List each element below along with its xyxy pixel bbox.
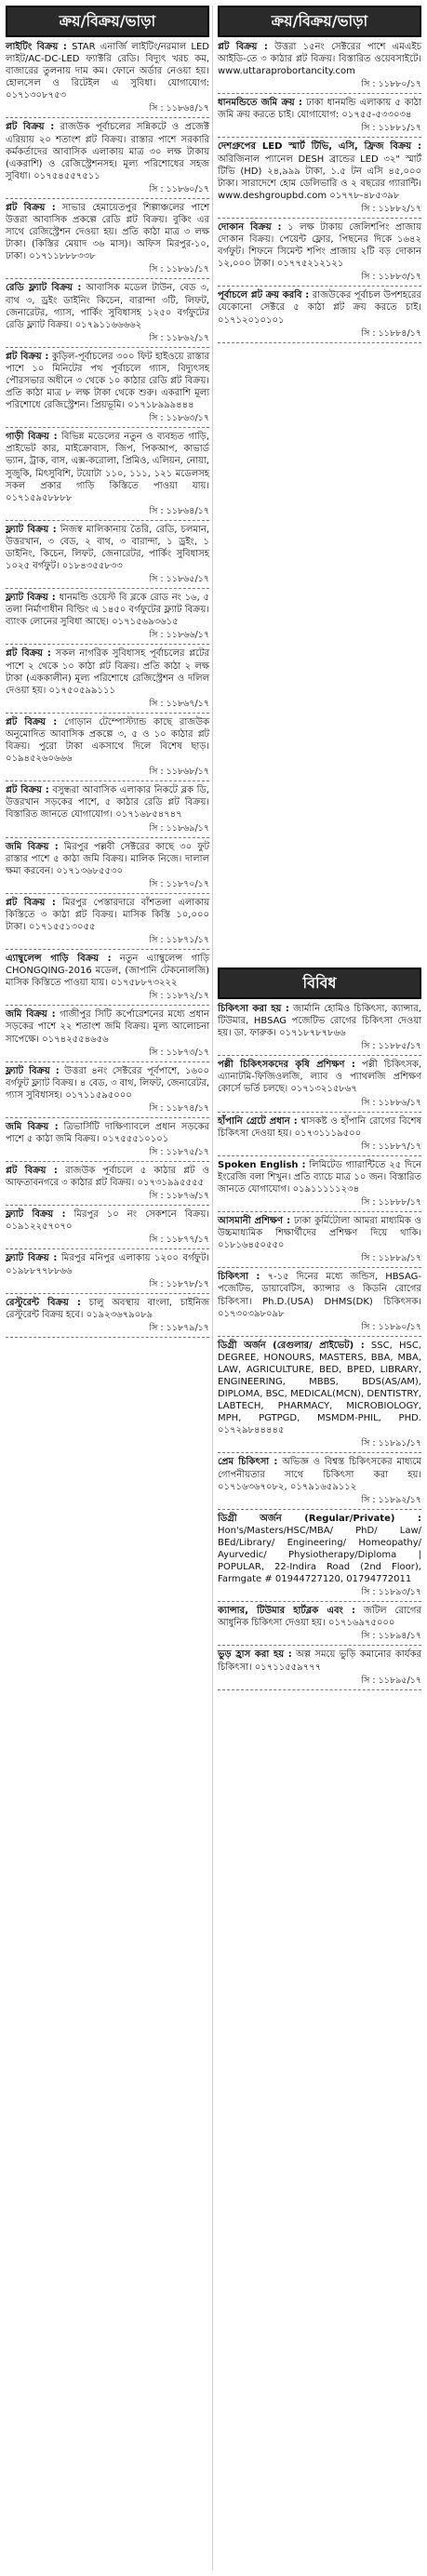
ad-title: প্লট বিক্রয় : — [6, 1166, 58, 1177]
ad-item — [6, 351, 209, 428]
ad-item — [6, 1121, 209, 1162]
ad-title: প্লট বিক্রয় : — [6, 716, 58, 727]
ad-system-code: সি : ১১৮৯১/১৭ — [361, 1438, 421, 1449]
ad-item — [6, 1165, 209, 1206]
ad-text — [218, 1513, 421, 1586]
ad-body: পল্লী চিকিৎসক, এ্যানাটমি-ফিজিওলজি, ল্যাব ও প্যাথলজি প্রশিক্ষণ কোর্সে ভর্তি চলছে। ০১৭১৩২১৫৮৬৭ — [218, 1060, 421, 1095]
ad-item — [218, 1059, 421, 1112]
ad-system-code: সি : ১১৮৮৪/১৭ — [361, 327, 421, 339]
ad-body: রাজউকের পূর্বাচল উপশহরের যেকোনো সেক্টরে ৫ কাঠা প্লট ক্রয় করতে চাই। ০১৭১২০১০১০১ — [218, 290, 421, 326]
ad-title: পল্লী চিকিৎসকদের কৃষি প্রশিক্ষণ : — [218, 1060, 355, 1071]
ad-divider — [218, 1055, 421, 1056]
ad-item — [6, 1252, 209, 1293]
ad-text — [6, 841, 209, 877]
ad-divider — [218, 1509, 421, 1510]
ad-title: হাঁপানি গ্রেটে প্রধান : — [218, 1115, 298, 1127]
ad-divider — [6, 1161, 209, 1162]
ad-item — [218, 1605, 421, 1646]
ad-title: প্লট বিক্রয় : — [6, 202, 56, 213]
ad-divider — [218, 218, 421, 219]
ad-system-code: সি : ১১৮৭৯/১৭ — [149, 1322, 209, 1333]
left-column — [6, 6, 209, 1341]
ad-system-code: সি : ১১৮৮২/১৭ — [361, 203, 421, 214]
ad-item — [218, 1648, 421, 1689]
ad-item — [6, 282, 209, 347]
misc-section — [218, 968, 421, 1693]
ad-body: STAR এনার্জি লাইটিং/নরমাল LED লাইট/AC-DC-LED ফ্যাক্টরি রেডি। বিদ্যুৎ খরচ কম, বাজারের তুলনায় দাম কম। ফোনে অর্ডার নেওয়া হয়। হোলসেল ও রিটেইল এ সুবিধা। যোগাযোগ: ০১৭১৩০৮৭৫৩ — [6, 42, 209, 101]
ad-body: মিরপুর পেস্তারদারে বাঁশতলা এলাকায় কিস্তিতে ৩ কাঠা প্লট বিক্রয়। মাসিক কিস্তি ১০,০০০ টাকা। ০১৭১৫৫১৩০৫৫ — [6, 897, 209, 932]
ad-body: জার্মানি হোমিও চিকিৎসা, ক্যান্সার, টিউমার, HBSAG পজেটিভ রোগের চিকিৎসা দেওয়া হয়। ডা. ফারুক। ০১৭১৮৭৮৭৮৬৬ — [218, 1004, 421, 1039]
ad-text — [6, 1008, 209, 1045]
ad-text — [218, 97, 421, 121]
ad-divider — [6, 520, 209, 521]
ad-divider — [218, 1689, 421, 1690]
ad-item — [218, 140, 421, 218]
ad-divider — [218, 1211, 421, 1212]
ad-body: SSC, HSC, DEGREE, HONOURS, MASTERS, BBA, MBA, LAW, AGRICULTURE, BED, BPED, LIBRARY, ENGINEERING, MBBS, BDS(AS/AM), DIPLOMA, BSC, MEDICAL(MCN), DENTISTRY, LABTECH, PHARMACY, MICROBIOLOGY, MPH, PGTPGD, MSMDM-PHIL, PHD. ০১৭২৯৮৪৪৪৪৫ — [218, 1340, 421, 1436]
ad-body: কুড়িল-পূর্বাচলের ৩০০ ফিট হাইওয়ে রাস্তার পাশে ১০ মিনিটের পথ পূর্বাচলে গ্যাস, বিদ্যুৎসহ পৌরসভার অধীনে ৩ থেকে ১০ কাঠার রেডি প্লট বিক্রয়। প্রতি কাঠা মাত্র ৮ লক্ষ টাকা থেকে শুরু। একরাশি মূল্য পরিশোধে রেজিস্ট্রেশন। প্রিয়ভূমি। ০১৭১৮৯৯৯৪৪৪ — [6, 351, 209, 411]
ad-system-code: সি : ১১৮৬৫/১৭ — [149, 574, 209, 585]
ad-text — [218, 1059, 421, 1095]
ad-title: ফ্ল্যাট বিক্রয় : — [6, 1253, 58, 1264]
ad-body: অভিজ্ঞ ও বিশ্বস্ত চিকিৎসকের মাধ্যমে গোপনীয়তার সাথে চিকিৎসা করা হয়। ০১৭১৬৩৬৭০৮২, ০১৭৯১৬৫৯১১২ — [218, 1457, 421, 1492]
ad-body: ঢাকা কুর্মিটোলা আমরা মাধ্যমিক ও উচ্চমাধ্যমিক শিক্ষার্থীদের প্রশিক্ষণ দিয়ে থাকি। ০১৮১৬৪৫০৫৫০ — [218, 1216, 421, 1251]
ad-divider — [6, 1248, 209, 1249]
ad-divider — [218, 1112, 421, 1113]
ad-system-code: সি : ১১৮৯২/১৭ — [361, 1494, 421, 1505]
ad-text — [6, 202, 209, 262]
ad-body: চালু অবস্থায় বাংলা, চাইনিজ রেস্টুরেন্ট বিক্রয় হবে। ০১৯২৩৬৭৯০৮৯ — [6, 1297, 209, 1320]
ad-title: দোকান বিক্রয় : — [218, 221, 282, 233]
ad-item — [6, 202, 209, 279]
ad-divider — [218, 1645, 421, 1646]
ad-body: জটিল রোগের আধুনিক চিকিৎসা দেওয়া হয়। ০১৭১৬৯৭৫০০০ — [218, 1606, 421, 1629]
ad-body: অল্প সময়ে ভুড়ি কমানোর কার্যকর চিকিৎসা। ০১৭১১৫৫৯৭৭৭ — [218, 1649, 421, 1673]
right-column — [218, 6, 421, 346]
ad-text — [218, 1003, 421, 1039]
ad-title: প্লট বিক্রয় : — [6, 897, 56, 908]
ad-text — [218, 1605, 421, 1629]
ad-divider — [6, 427, 209, 428]
ad-body: বসুন্ধরা আবাসিক এলাকার নিকটে ব্লক ডি, উত্তরখান সড়কের পাশে, ৫ কাঠার রেডি প্লট বিক্রয়। বিস্তারিত জানতে যোগাযোগ। ০১৭১৬৮৫৪৭৪৭ — [6, 785, 209, 821]
ad-body: ঢাকা ধানমন্ডি এলাকায় ৫ কাঠা জমি ক্রয় করতে চাই। যোগাযোগ: ০১৭৫৫-৫৩৩০৩৪ — [218, 98, 421, 121]
ad-item — [218, 221, 421, 287]
ad-divider — [6, 1117, 209, 1118]
ad-body: বিভিন্ন মডেলের নতুন ও ব্যবহৃত গাড়ি, প্রাইভেট কার, মাইক্রোবাস, জিপ, পিকআপ, কাভার্ড ভ্যান, ট্রাক, বাস, এক্স-করোলা, প্রিমিও, এলিয়ন, নোয়া, সুজুকি, মিৎসুবিশি, টয়োটা ১১০, ১১১, ১২১ মডেলসহ সকল প্রকার গাড়ি কিস্তিতে পাওয়া যায়। ০১৭১৫৯৫৮৮৮৮ — [6, 432, 209, 503]
ad-title: প্রেম চিকিৎসা : — [218, 1457, 278, 1468]
ad-system-code: সি : ১১৮৭৫/১৭ — [149, 1147, 209, 1158]
ad-item — [218, 1271, 421, 1336]
ad-text — [6, 1165, 209, 1189]
ad-title: প্লট বিক্রয় : — [6, 785, 49, 796]
ad-item — [6, 41, 209, 118]
ad-item — [6, 592, 209, 645]
ad-item — [6, 1208, 209, 1249]
ad-system-code: সি : ১১৮৬৩/১৭ — [149, 413, 209, 424]
ad-system-code: সি : ১১৮৬৯/১৭ — [149, 822, 209, 834]
ad-body: উত্তরা ৪নং সেক্টরের পূর্বপাশে, ১৬০০ বর্গফুট ফ্ল্যাট বিক্রয়। ৪ বেড, ৩ বাথ, লিফট, জেনারেটর, গ্যাস সুবিধাসহ। ০১৭১১৫৯৫০০০ — [6, 1065, 209, 1101]
ad-body: শ্বাসকষ্ট ও হাঁপানি রোগের বিশেষ চিকিৎসা দেওয়া হয়। ০১৭৩১১১৯৫০০ — [218, 1115, 421, 1139]
ad-title: প্লট বিক্রয় : — [218, 42, 268, 52]
ad-title: প্লট বিক্রয় : — [6, 648, 51, 660]
ad-item — [218, 1456, 421, 1509]
ad-title: জমি বিক্রয় : — [6, 1121, 59, 1132]
ad-system-code: সি : ১১৮৭০/১৭ — [149, 878, 209, 889]
section-header-buy-sell-rent: ক্রয়/বিক্রয়/ভাড়া — [6, 6, 209, 37]
ad-divider — [6, 117, 209, 118]
ad-divider — [218, 93, 421, 94]
ad-divider — [6, 1061, 209, 1062]
ad-text — [218, 221, 421, 270]
ad-item — [6, 647, 209, 713]
ad-title: দেশগ্রুপের LED স্মার্ট টিভি, এসি, ফ্রিজ বিক্রয় : — [218, 141, 421, 153]
ad-body: মিরপুর ১০ নং সেকশনে বিক্রয়। ০১৯১২২৫৭০৭০ — [6, 1209, 209, 1233]
ad-system-code: সি : ১১৮৬৭/১৭ — [149, 698, 209, 709]
ad-divider — [218, 1601, 421, 1602]
ad-divider — [218, 1336, 421, 1337]
ad-item — [6, 784, 209, 837]
ad-item — [6, 1297, 209, 1338]
ad-title: ফ্ল্যাট বিক্রয় : — [6, 1209, 66, 1221]
ad-text — [6, 1297, 209, 1321]
ad-divider — [6, 1293, 209, 1294]
ad-divider — [6, 837, 209, 838]
ad-body: মিরপুর পল্লবী সেক্টরের কাছে ৩০ ফুট রাস্তার পাশে ৫ কাঠা জমি বিক্রয়। মালিক নিজে। দালাল ক্ষমা করবেন। ০১৭১৩৬৮৫৫৩০ — [6, 841, 209, 876]
ad-body: সকল নাগরিক সুবিধাসহ পূর্বাচলের প্লটের পাশে ২ থেকে ১০ কাঠা প্লট বিক্রয়। প্রতি কাঠা ২ লক্ষ টাকা (এককালীন) মূল্য পরিশোধে রেজিস্ট্রেশন ও দলিল দেওয়া হয়। ০১৭৫০৫৯৯১১১ — [6, 648, 210, 696]
ad-title: ভুড় হ্রাস করা হয় : — [218, 1649, 292, 1661]
ad-item — [6, 431, 209, 521]
ad-item — [218, 1513, 421, 1603]
ad-title: পূর্বাচলে প্লট ক্রয় করবি : — [218, 290, 310, 301]
ad-body: আবাসিক মডেল টাউন, বেড ৩, বাথ ৩, ড্রইং ডাইনিং কিচেন, বারান্দা ৩টি, লিফট, জেনারেটর, গ্যাস, পার্কিং সুবিধাসহ ১২৫০ বর্গফুটের রেডি ফ্ল্যাট বিক্রয়। ০১৭৯১১৬৬৬৬২ — [6, 283, 209, 330]
ad-text — [6, 121, 209, 181]
ad-text — [218, 1159, 421, 1195]
ad-title: ফ্ল্যাট বিক্রয় : — [6, 1065, 60, 1076]
ad-text — [6, 282, 209, 330]
ad-divider — [6, 588, 209, 589]
ad-title: এ্যাম্বুলেন্স গাড়ি বিক্রয় : — [6, 954, 112, 965]
ad-item — [6, 953, 209, 1006]
ad-body: রাজউক পূর্বাচলে ৫ কাঠার প্লট ও আফতাবনগরে ৩ কাঠার প্লট বিক্রয়। ০১৭৩১৯৯৫৫৫৫ — [6, 1166, 210, 1189]
ad-text — [6, 647, 209, 696]
ad-item — [6, 524, 209, 589]
ad-body: নতুন এ্যাম্বুলেন্স গাড়ি CHONGQING-2016 মডেল, (জাপানি টেকনোলজি) মাসিক কিস্তিতে পাওয়া যায়। ০১৭৫৮৮৭৩২২২ — [6, 954, 209, 989]
ad-divider — [218, 342, 421, 343]
ad-body: লিমিটেড গ্যারান্টিতে ২৫ দিনে ইংরেজি বলা শিখুন। প্রতি ব্যাচে মাত্র ১০ জন। বিস্তারিত জানতে যোগাযোগ। ০১৯১১১১১২৩৪ — [218, 1159, 422, 1195]
ad-item — [218, 97, 421, 138]
ad-system-code: সি : ১১৮৮৭/১৭ — [361, 1141, 421, 1152]
ad-text — [218, 41, 421, 77]
ad-system-code: সি : ১১৮৯৩/১৭ — [361, 1587, 421, 1598]
ad-title: ধানমন্ডিতে জমি ক্রয় : — [218, 98, 303, 109]
ad-divider — [6, 1005, 209, 1006]
ad-system-code: সি : ১১৮৮০/১৭ — [361, 79, 421, 90]
ad-title: লাইটিং বিক্রয় : — [6, 42, 67, 52]
ad-list — [6, 37, 209, 1338]
ad-divider — [218, 1452, 421, 1453]
ad-item — [6, 897, 209, 950]
ad-item — [6, 121, 209, 198]
ad-text — [218, 1215, 421, 1251]
ad-text — [6, 1208, 209, 1233]
ad-item — [218, 1340, 421, 1454]
ad-body: সাভার হেমায়েতপুর শিল্পাঞ্চলের পাশে উত্তরা আবাসিক প্রকল্পে রেডি প্লট বিক্রয়। বুকিং এর সাথে রেজিস্ট্রেশন দেওয়া হয়। প্রতি কাঠা মাত্র ৩ লক্ষ টাকা। (কিস্তির মেয়াদ ৩৬ মাস)। অফিস মিরপুর-১০, ঢাকা। ০১৭১১৮৮৮৩৩৮ — [6, 202, 209, 262]
ad-system-code: সি : ১১৮৮৩/১৭ — [361, 272, 421, 283]
ad-body: ৭-১৫ দিনের মধ্যে জন্ডিস, HBSAG-পজেটিভ, ডায়াবেটিস, ক্যান্সার ও কিডনি রোগের চিকিৎসা। Ph.D.(USA) DHMS(DK) চিকিৎসক। ০১৭৩০৩৯৮০৯৮ — [218, 1272, 421, 1319]
ad-text — [6, 716, 209, 765]
ad-system-code: সি : ১১৮৬৮/১৭ — [149, 767, 209, 778]
ad-text — [6, 897, 209, 933]
ad-item — [218, 1215, 421, 1268]
ad-list — [218, 37, 421, 343]
misc-ad-list — [218, 999, 421, 1690]
ad-text — [6, 41, 209, 101]
ad-divider — [6, 1337, 209, 1338]
ad-title: Spoken English : — [218, 1159, 306, 1170]
ad-divider — [218, 1267, 421, 1268]
ad-body: ১ লক্ষ টাকায় জেলিশপিং প্রাজায় দোকান বিক্রয়। পেয়েন্ট ফ্লোর, পিছনের দিকে ১৬৪২ বর্গফুট। শিফনে সিমেন্ট শপিং প্রাজায় ২টি বড় দোকান ১২,০০০ টাকা। ০১৭৭৫২১২১২১ — [218, 221, 421, 270]
ad-text — [6, 524, 209, 572]
ad-system-code: সি : ১১৮৭৬/১৭ — [149, 1191, 209, 1202]
ad-body: গোড়ান টেম্পোস্ট্যান্ড কাছে রাজউক অনুমোদিত আবাসিক প্রকল্পে ৩, ৫ ও ১০ কাঠার প্লট বিক্রয়। পুরো টাকা একসাথে দিলে বিশেষ ছাড়। ০১৯৪৫২৬০৬৬৬ — [6, 716, 209, 765]
ad-system-code: সি : ১১৮৬৪/১৭ — [149, 505, 209, 516]
ad-system-code: সি : ১১৮৬৬/১৭ — [149, 630, 209, 641]
ad-body: ত্রিভার্সিটি দাক্ষিণ্যাবলে প্রধান সড়কের পাশে ৫ কাঠা জমি বিক্রয়। ০১৭৫৫৫১০১০১ — [6, 1121, 209, 1144]
ad-title: গাড়ী বিক্রয় : — [6, 432, 58, 443]
ad-system-code: সি : ১১৮৯৫/১৭ — [361, 1675, 421, 1686]
ad-system-code: সি : ১১৮৬১/১৭ — [149, 264, 209, 275]
ad-item — [218, 41, 421, 94]
ad-text — [6, 1065, 209, 1101]
ad-system-code: সি : ১১৮৭৪/১৭ — [149, 1102, 209, 1114]
ad-body: নিজস্ব মালিকানায় তৈরি, রেডি, চলমান, উত্তরখান, ৩ বেড, ২ বাথ, ৩ বারান্দা, ১ ড্রইং, ১ ডাইনিং, কিচেন, লিফট, জেনারেটর, পার্কিং সুবিধাসহ ১০২৫ বর্গফুট। ০১৮৪৩৫৫৮৩৩ — [6, 524, 209, 572]
ad-title: প্লট বিক্রয় : — [6, 122, 55, 133]
column-divider — [212, 6, 213, 2570]
ad-system-code: সি : ১১৮৭৮/১৭ — [149, 1278, 209, 1289]
ad-item — [6, 1065, 209, 1118]
ad-title: রেডি ফ্ল্যাট বিক্রয় : — [6, 283, 82, 294]
ad-text — [6, 784, 209, 821]
section-header-misc: বিবিধ — [218, 968, 421, 999]
ad-divider — [6, 713, 209, 714]
ad-divider — [6, 949, 209, 950]
ad-text — [218, 1648, 421, 1673]
ad-body: অরিজিনাল প্যানেল DESH ব্রান্ডের LED ৩২" স্মার্ট টিভি (HD) ২৪,৯৯৯ টাকা, ১.৫ টন এসি ৪৫,০০০ টাকা। সারাদেশে হোম ডেলিভারি ও ২ বছরের গ্যারান্টি। www.deshgroupbd.com ০১৭৭৮-৪৮৫৩৯৮ — [218, 153, 421, 201]
ad-system-code: সি : ১১৮৮১/১৭ — [361, 123, 421, 134]
ad-text — [218, 1271, 421, 1319]
ad-title: ফ্ল্যাট বিক্রয় : — [6, 593, 56, 604]
ad-item — [218, 1003, 421, 1056]
ad-system-code: সি : ১১৮৮৬/১৭ — [361, 1097, 421, 1108]
ad-title: চিকিৎসা : — [218, 1272, 260, 1283]
ad-title: জমি বিক্রয় : — [6, 841, 59, 852]
ad-item — [6, 1008, 209, 1061]
ad-title: জমি বিক্রয় : — [6, 1009, 56, 1021]
ad-text — [6, 953, 209, 989]
section-header-buy-sell-rent-right: ক্রয়/বিক্রয়/ভাড়া — [218, 6, 421, 37]
ad-divider — [218, 1155, 421, 1156]
ad-divider — [218, 137, 421, 138]
ad-divider — [6, 198, 209, 199]
ad-item — [6, 841, 209, 894]
ad-body: উত্তরা ১৫নং সেক্টরের পাশে এমএইচ আইডি-তে ৩ কাঠার প্লট বিক্রয়। বিস্তারিত ওয়েবসাইটে। www.uttaraprobortancity.com — [218, 42, 422, 77]
ad-text — [6, 592, 209, 628]
ad-system-code: সি : ১১৮৮৯/১৭ — [361, 1253, 421, 1264]
ad-text — [218, 140, 421, 201]
ad-system-code: সি : ১১৮৮৫/১৭ — [361, 1041, 421, 1052]
ad-body: গাজীপুর সিটি কর্পোরেশনের মধ্যে প্রধান সড়কের পাশে ২২ শতাংশ জমি বিক্রয়। মূল্য আলোচনা সাপেক্ষে। ০১৭৪২৫৫৪৬৫৬ — [6, 1009, 209, 1045]
ad-body: মিরপুর মনিপুর এলাকায় ১২০০ বর্গফুট। ০১৯৮৮৭৭৮৮৬৬ — [6, 1253, 209, 1276]
ad-text — [6, 1252, 209, 1276]
ad-title: ডিগ্রী অর্জন (Regular/Private) : — [218, 1513, 421, 1524]
ad-divider — [6, 347, 209, 348]
ad-text — [218, 1115, 421, 1140]
ad-system-code: সি : ১১৮৬২/১৭ — [149, 332, 209, 343]
ad-system-code: সি : ১১৮৭১/১৭ — [149, 935, 209, 946]
ad-title: প্লট বিক্রয় : — [6, 351, 49, 362]
ad-item — [218, 1115, 421, 1156]
ad-system-code: সি : ১১৮৬৪/১৭ — [149, 103, 209, 114]
ad-divider — [6, 644, 209, 645]
ad-divider — [6, 1205, 209, 1206]
ad-text — [218, 1456, 421, 1492]
ad-system-code: সি : ১১৮৮৮/১৭ — [361, 1197, 421, 1208]
ad-item — [6, 716, 209, 781]
ad-system-code: সি : ১১৮৯০/১৭ — [361, 1321, 421, 1332]
ad-text — [218, 289, 421, 326]
ad-body: ধানমন্ডি ওয়েস্ট বি ব্লকে রোড নং ১৬, ৫ তলা নির্মাণাধীন বিল্ডিং এ ১৪৫০ বর্গফুটের ফ্ল্যাট বিক্রয়। ব্যাংক লোনের সুবিধা আছে। ০১৭১৫৬৯৩৬১৫ — [6, 593, 209, 628]
ad-body: Hon's/Masters/HSC/MBA/ PhD/ Law/ BEd/Library/ Engineering/ Homeopathy/ Ayurvedic/ Physiotherapy/Diploma | POPULAR, 22-Indira Road (2nd Floor), Farmgate # 01944727120, 01794772011 — [218, 1525, 421, 1585]
ad-system-code: সি : ১১৮৯৪/১৭ — [361, 1631, 421, 1642]
ad-divider — [6, 893, 209, 894]
ad-title: ক্যান্সার, টিউমার হার্টব্লক এবং : — [218, 1606, 356, 1617]
ad-text — [6, 351, 209, 411]
ad-text — [218, 1340, 421, 1437]
ad-system-code: সি : ১১৮৭৩/১৭ — [149, 1047, 209, 1058]
ad-system-code: সি : ১১৮৭২/১৭ — [149, 991, 209, 1002]
ad-text — [6, 431, 209, 504]
ad-system-code: সি : ১১৮৭৭/১৭ — [149, 1235, 209, 1246]
ad-body: রাজউক পূর্বাচলের সন্নিকটে ও প্রজেক্ট এরিয়ায় ২০ শতাংশ প্লট বিক্রয়। রাস্তার পাশে সরকারি কর্মকর্তাদের আবাসিক এলাকায় মাত্র ৩০ লক্ষ টাকায় (একরাশি) ও রেজিস্ট্রেশনসহ। মূল্য পরিশোধের সহজ সুবিধা। ০১৭৫৪৫৫৭৫১১ — [6, 122, 210, 181]
ad-divider — [218, 286, 421, 287]
ad-title: আসমানী প্রশিক্ষণ : — [218, 1216, 291, 1227]
ad-title: ডিগ্রী অর্জন (রেগুলার/ প্রাইভেট) : — [218, 1340, 365, 1351]
ad-item — [218, 289, 421, 342]
ad-system-code: সি : ১১৮৬০/১৭ — [149, 183, 209, 194]
ad-text — [6, 1121, 209, 1145]
ad-divider — [6, 278, 209, 279]
ad-title: ফ্ল্যাট বিক্রয় : — [6, 524, 57, 535]
ad-title: রেস্টুরেন্ট বিক্রয় : — [6, 1297, 81, 1308]
ad-item — [218, 1159, 421, 1212]
ad-title: চিকিৎসা করা হয় : — [218, 1004, 289, 1014]
